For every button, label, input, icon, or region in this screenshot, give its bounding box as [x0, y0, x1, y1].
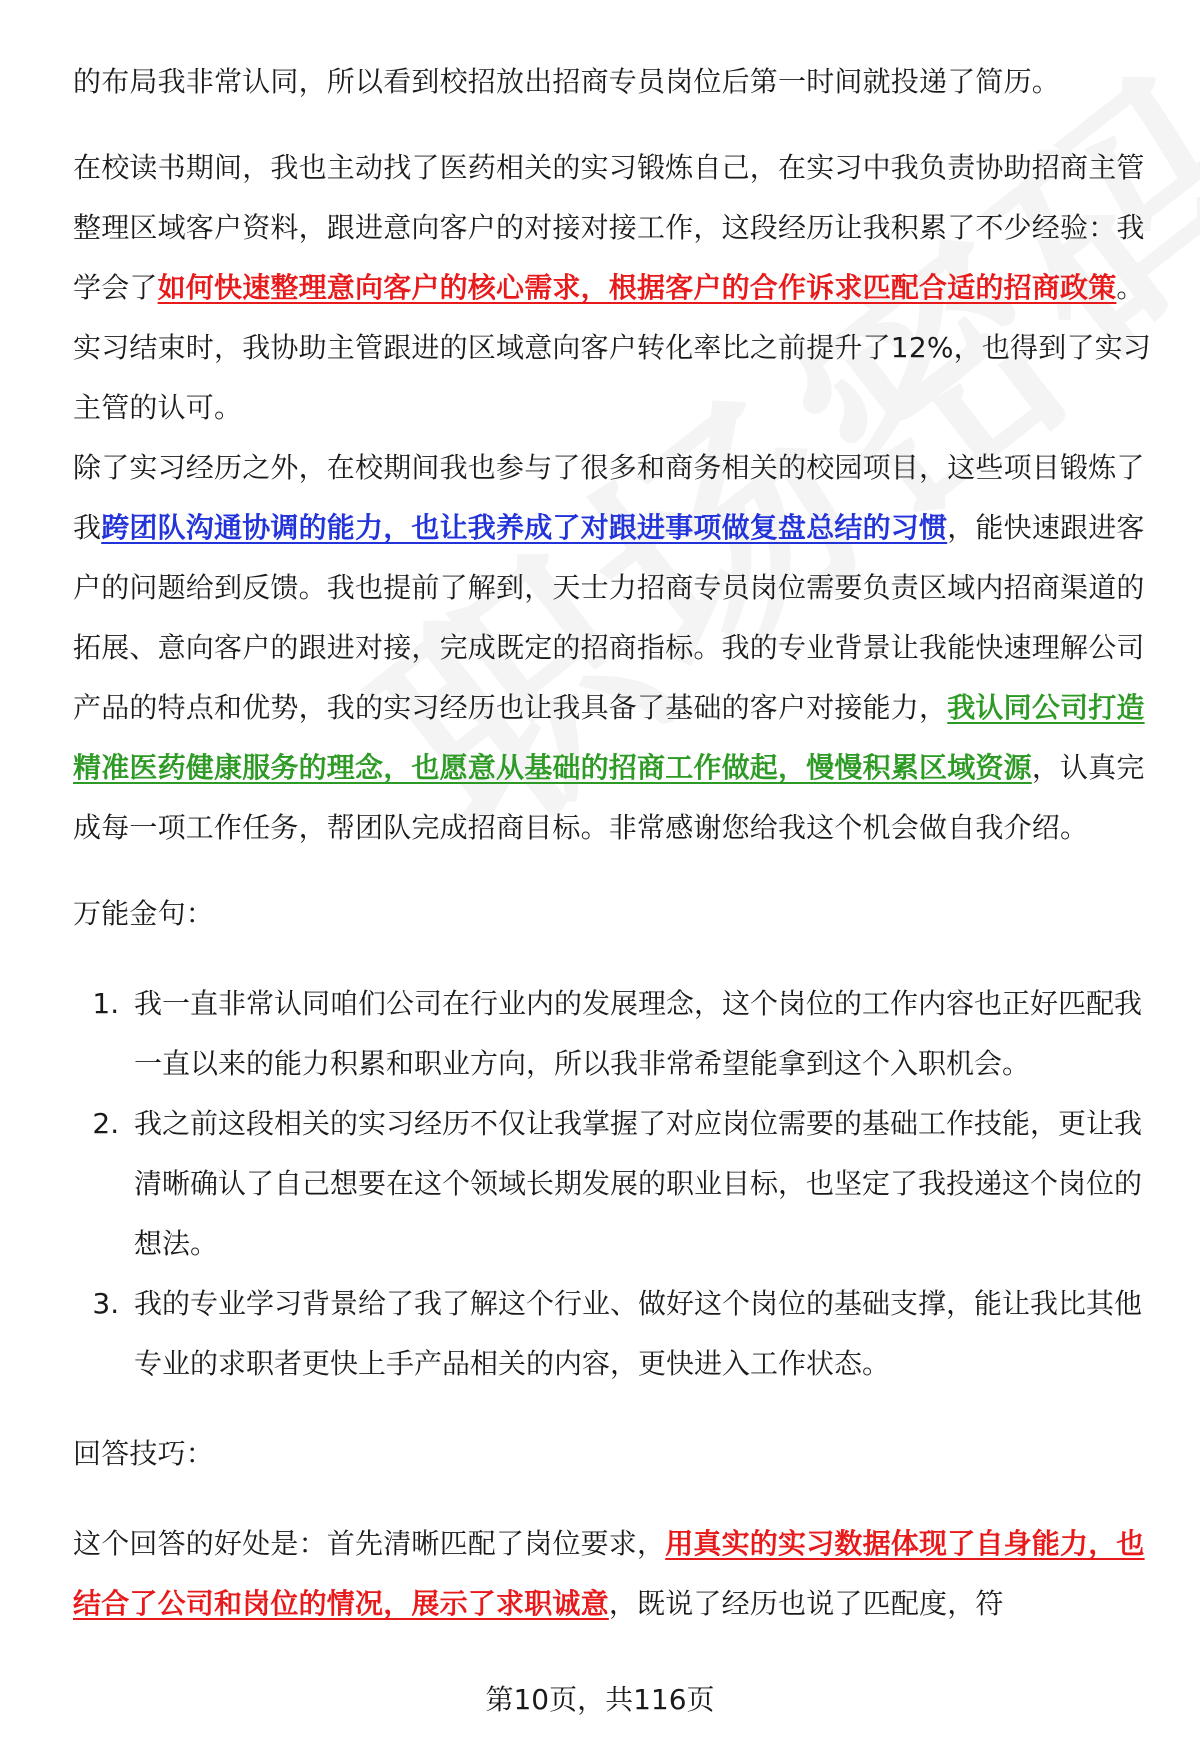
projects-text-3: ，认真完成每一项工作任务，帮团队完成招商目标。非常感谢您给我这个机会做自我介绍。 [73, 751, 1145, 844]
tips-text-1: 这个回答的好处是：首先清晰匹配了岗位要求， [73, 1527, 666, 1560]
paragraph-intro-tail: 的布局我非常认同，所以看到校招放出招商专员岗位后第一时间就投递了简历。 [73, 65, 1061, 98]
projects-highlight-blue: 跨团队沟通协调的能力，也让我养成了对跟进事项做复盘总结的习惯 [101, 511, 948, 544]
document-body [73, 52, 1153, 1634]
projects-text-2: ，能快速跟进客户的问题给到反馈。我也提前了解到，天士力招商专员岗位需要负责区域内招商渠道的拓展、意向客户的跟进对接，完成既定的招商指标。我的专业背景让我能快速理解公司产品的特点和优势，我的实习经历也让我具备了基础的客户对接能力， [73, 511, 1145, 724]
golden-list [73, 974, 1153, 1394]
paragraph-projects [73, 438, 1153, 858]
golden-item-2: 2. 我之前这段相关的实习经历不仅让我掌握了对应岗位需要的基础工作技能，更让我清晰确认了自己想要在这个领域长期发展的职业目标，也坚定了我投递这个岗位的想法。 [128, 1094, 1153, 1274]
internship-highlight: 如何快速整理意向客户的核心需求，根据客户的合作诉求匹配合适的招商政策 [157, 271, 1117, 304]
golden-heading: 万能金句： [73, 897, 215, 930]
paragraph-tips [73, 1514, 1153, 1634]
tips-text-2: ，既说了经历也说了匹配度，符 [608, 1587, 1004, 1620]
golden-item-3: 3. 我的专业学习背景给了我了解这个行业、做好这个岗位的基础支撑，能让我比其他专业的求职者更快上手产品相关的内容，更快进入工作状态。 [128, 1274, 1153, 1394]
paragraph-internship [73, 138, 1153, 438]
projects-text-1: 除了实习经历之外，在校期间我也参与了很多和商务相关的校园项目，这些项目锻炼了我 [73, 451, 1145, 544]
page-footer: 第10页，共116页 [485, 1683, 715, 1716]
tips-highlight: 用真实的实习数据体现了自身能力，也结合了公司和岗位的情况，展示了求职诚意 [73, 1527, 1145, 1620]
internship-text-1: 在校读书期间，我也主动找了医药相关的实习锻炼自己，在实习中我负责协助招商主管整理区域客户资料，跟进意向客户的对接对接工作，这段经历让我积累了不少经验：我学会了 [73, 151, 1145, 304]
golden-item-1: 1. 我一直非常认同咱们公司在行业内的发展理念，这个岗位的工作内容也正好匹配我一直以来的能力积累和职业方向，所以我非常希望能拿到这个入职机会。 [128, 974, 1153, 1094]
internship-text-2: 。实习结束时，我协助主管跟进的区域意向客户转化率比之前提升了12%，也得到了实习主管的认可。 [73, 271, 1152, 424]
tips-heading: 回答技巧： [73, 1437, 215, 1470]
projects-highlight-green: 我认同公司打造精准医药健康服务的理念，也愿意从基础的招商工作做起，慢慢积累区域资源 [73, 691, 1145, 784]
